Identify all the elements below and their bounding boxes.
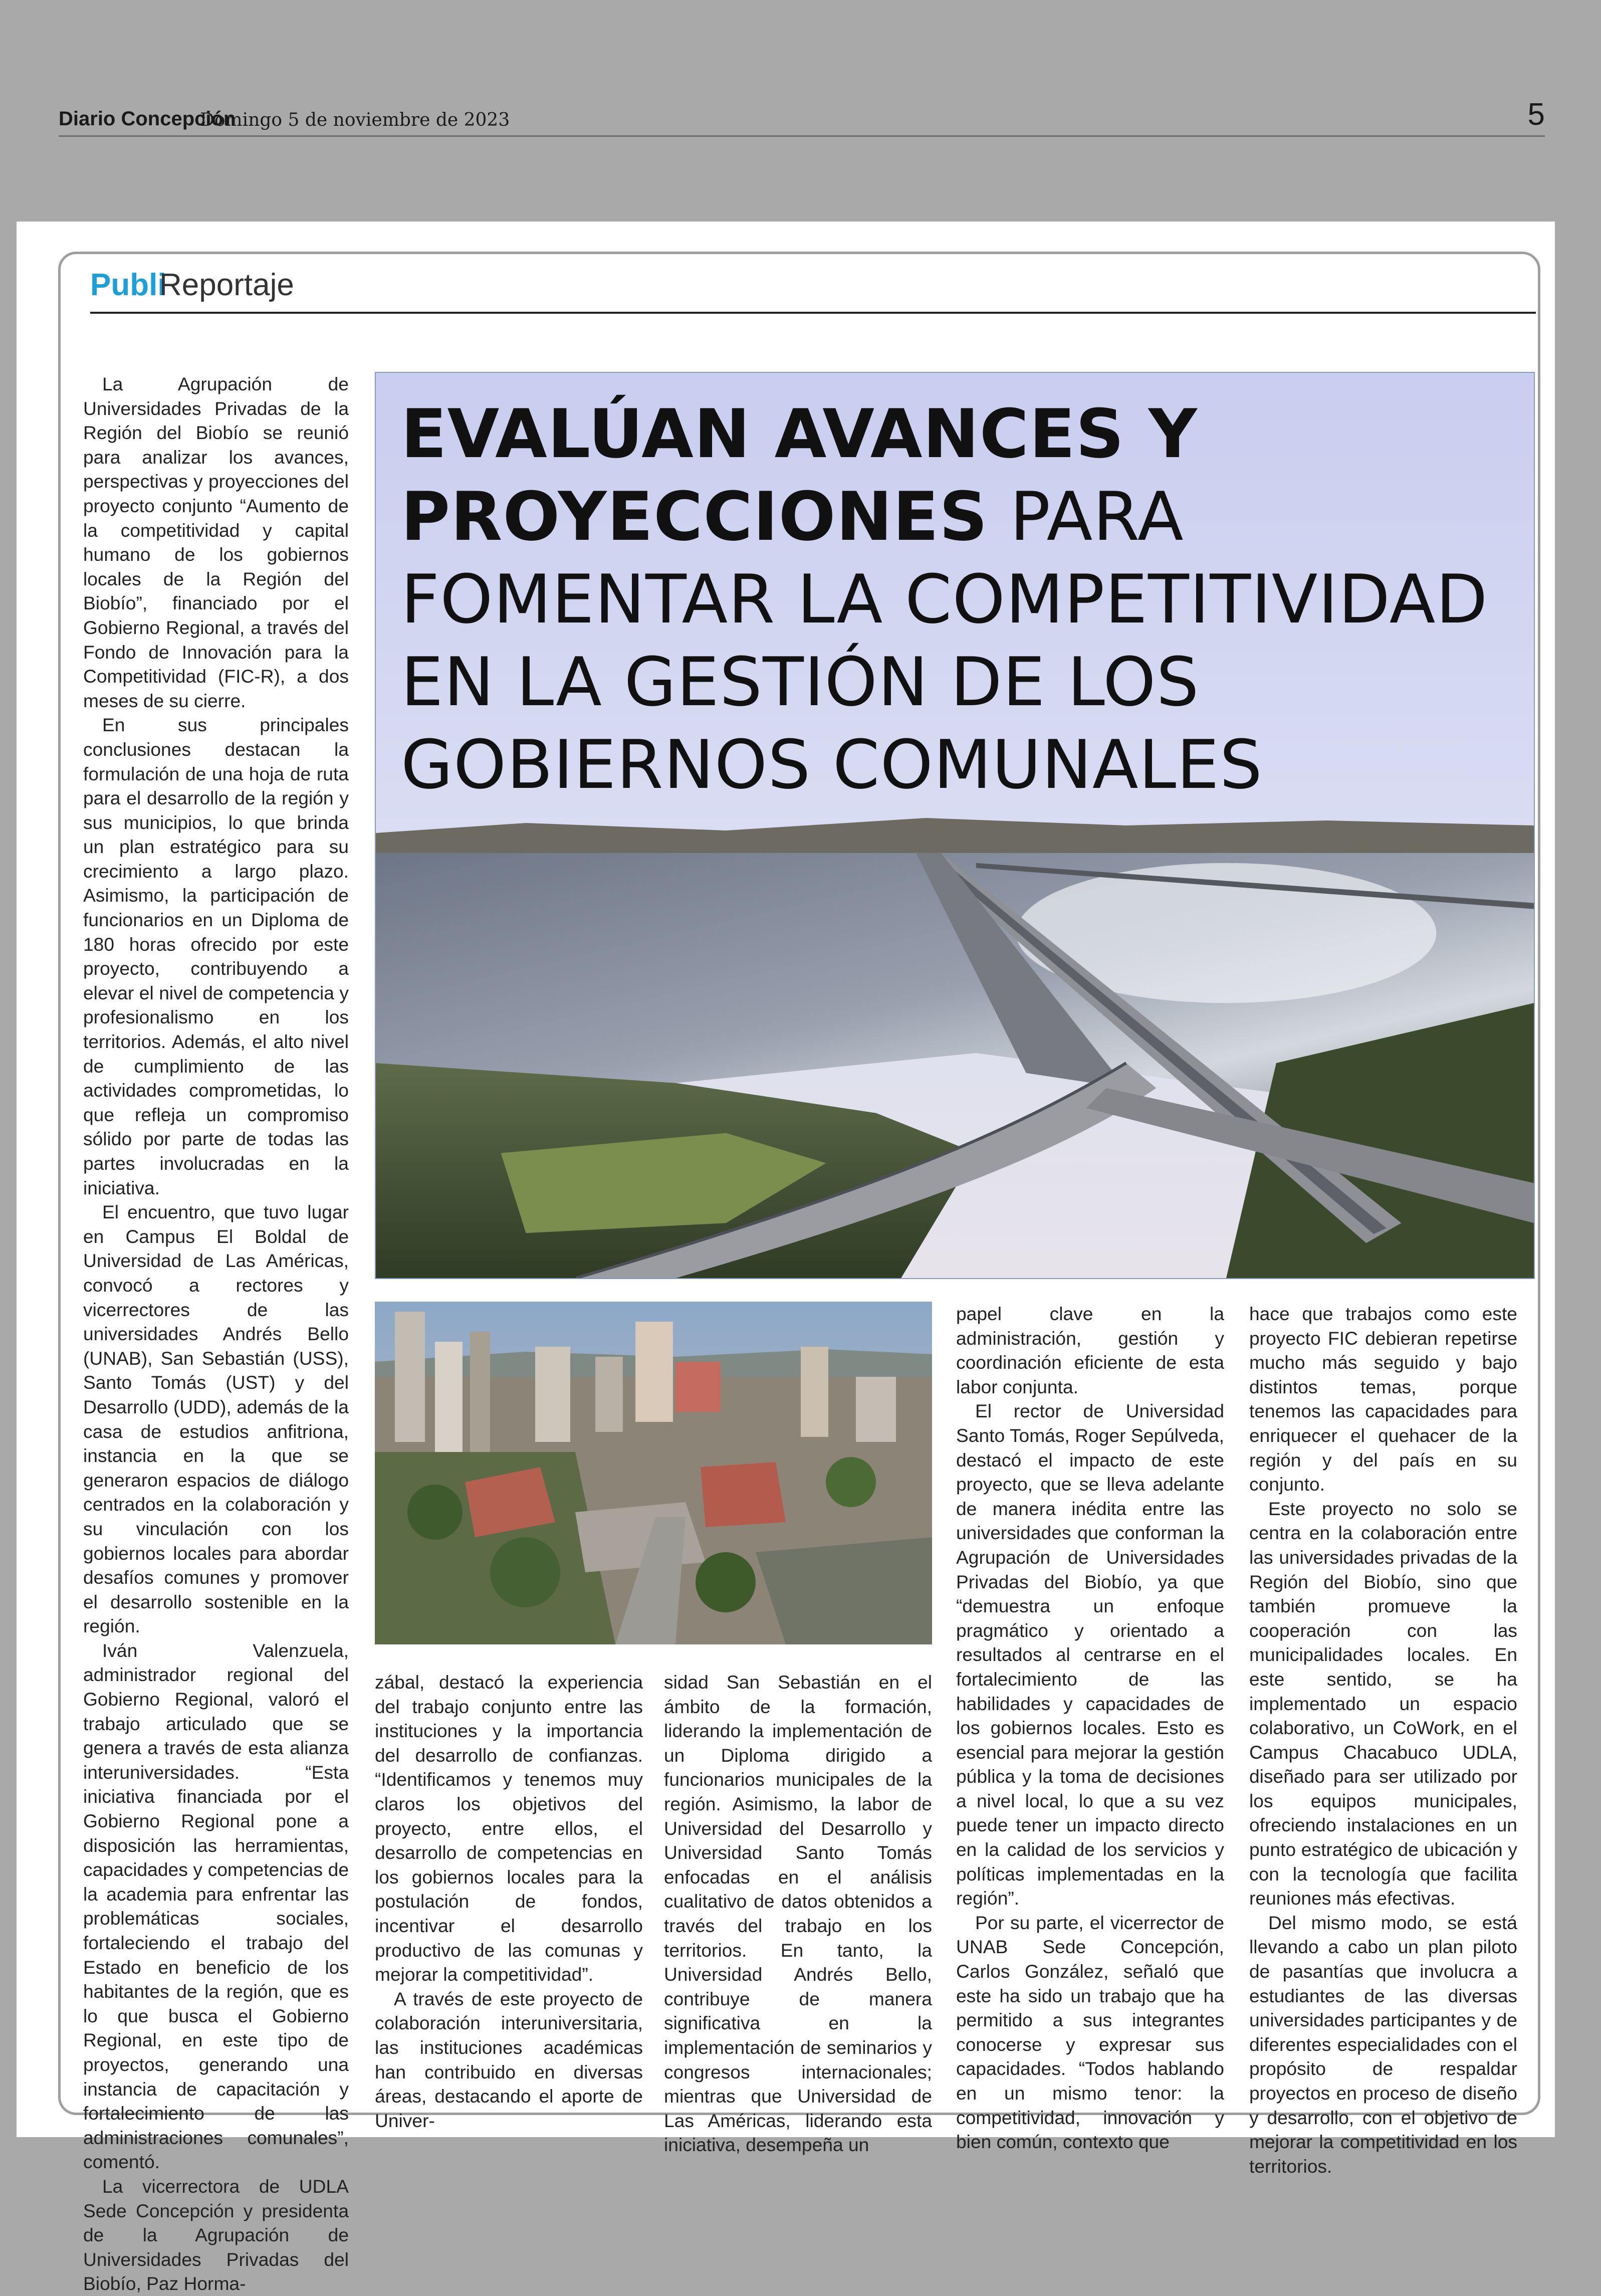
paragraph: sidad San Sebastián en el ámbito de la formación, liderando la implementación de un Diploma dirigido a funcionarios municipales de la región. Asimismo, la labor de Universidad del Desarrollo y Universidad Santo Tomás enfocadas en el análisis cualitativo de datos obtenidos a través del trabajo en los territorios. En tanto, la Universidad Andrés Bello, contribuye de manera significativa en la implementación de seminarios y congresos internacionales; mientras que Universidad de Las Américas, liderando esta iniciativa, desempeña un bbox=[664, 1672, 932, 2156]
article-column-1 bbox=[83, 372, 349, 2296]
headline-light: PARA FOMENTAR LA COMPETITIVIDAD EN LA GESTIÓN DE LOS GOBIERNOS COMUNALES bbox=[401, 478, 1488, 804]
hero-photo bbox=[375, 372, 1535, 1279]
paragraph: El rector de Universidad Santo Tomás, Roger Sepúlveda, destacó el impacto de este proyecto, que se lleva adelante de manera inédita entre las universidades que conforman la Agrupación de Universidades Privadas del Biobío, ya que “demuestra un enfoque pragmático y orientado a resultados al centrarse en el fortalecimiento de las habilidades y capacidades de los gobiernos locales. Esto es esencial para mejorar la gestión pública y la toma de decisiones a nivel local, lo que a su vez puede tener un impacto directo en la calidad de los servicios y políticas implementadas en la región”. bbox=[956, 1400, 1224, 1909]
newspaper-page bbox=[17, 222, 1555, 2294]
paragraph: El encuentro, que tuvo lugar en Campus El Boldal de Universidad de Las Américas, convocó a rectores y vicerrectores de las universidades Andrés Bello (UNAB), San Sebastián (USS), Santo Tomás (UST) y del Desarrollo (UDD), además de la casa de estudios anfitriona, instancia en la que se generaron espacios de diálogo centrados en la colaboración y su vinculación con los gobiernos locales para abordar desafíos comunes y promover el desarrollo sostenible en la región. bbox=[83, 1201, 349, 1637]
section-label bbox=[90, 262, 1536, 314]
headline-bold: EVALÚAN AVANCES Y PROYECCIONES bbox=[401, 395, 1198, 556]
paragraph: zábal, destacó la experiencia del trabajo conjunto entre las instituciones y la importancia del desarrollo de confianzas. “Identificamos y tenemos muy claros los objetivos del proyecto, entre ellos, el desarrollo de competencias en los gobiernos locales para la postulación de fondos, incentivar el desarrollo productivo de las comunas y mejorar la competitividad”. bbox=[375, 1672, 643, 1985]
paragraph: A través de este proyecto de colaboración interuniversitaria, las instituciones académicas han contribuido en diversas áreas, destacando el aporte de Univer- bbox=[375, 1988, 643, 2131]
article-column-4 bbox=[956, 1302, 1224, 2154]
article-column-3 bbox=[664, 1670, 932, 2157]
article-column-2 bbox=[375, 1670, 643, 2133]
paragraph: Este proyecto no solo se centra en la colaboración entre las universidades privadas de la Región del Biobío, sino que también promueve la cooperación con las municipalidades locales. En este sentido, se ha implementado un espacio colaborativo, un CoWork, en el Campus Chacabuco UDLA, diseñado para ser utilizado por los equipos municipales, ofreciendo instalaciones en un punto estratégico de ubicación y con la tecnología que facilita reuniones más efectivas. bbox=[1249, 1498, 1517, 1909]
section-label-suffix: Reportaje bbox=[159, 268, 294, 302]
section-label-prefix: Publi bbox=[90, 268, 166, 302]
newspaper-name: Diario Concepción bbox=[59, 108, 236, 130]
article-column-5 bbox=[1249, 1302, 1517, 2178]
secondary-photo bbox=[375, 1302, 932, 1644]
paragraph: Iván Valenzuela, administrador regional del Gobierno Regional, valoró el trabajo articulado que se genera a través de esta alianza interuniversidades. “Esta iniciativa financiada por el Gobierno Regional pone a disposición las herramientas, capacidades y competencias de la academia para enfrentar las problemáticas sociales, fortaleciendo el trabajo del Estado en beneficio de los habitantes de la región, que es lo que busca el Gobierno Regional, en este tipo de proyectos, generando una instancia de capacitación y fortalecimiento de las administraciones comunales”, comentó. bbox=[83, 1639, 349, 2173]
paragraph: La vicerrectora de UDLA Sede Concepción y presidenta de la Agrupación de Universidades Privadas del Biobío, Paz Horma- bbox=[83, 2175, 349, 2294]
paragraph: Del mismo modo, se está llevando a cabo un plan piloto de pasantías que involucra a estudiantes de las diversas universidades participantes y de diferentes especialidades con el propósito de respaldar proyectos en proceso de diseño y desarrollo, con el objetivo de mejorar la competitividad en los territorios. bbox=[1249, 1912, 1517, 2177]
paragraph: Por su parte, el vicerrector de UNAB Sede Concepción, Carlos González, señaló que este ha sido un trabajo que ha permitido a sus integrantes conocerse y expresar sus capacidades. “Todos hablando en un mismo tenor: la competitividad, innovación y bien común, contexto que bbox=[956, 1912, 1224, 2153]
paragraph: papel clave en la administración, gestión y coordinación eficiente de esta labor conjunta. bbox=[956, 1303, 1224, 1397]
city-aerial-photo bbox=[375, 1302, 932, 1644]
paragraph: hace que trabajos como este proyecto FIC debieran repetirse mucho más seguido y bajo distintos temas, porque tenemos las capacidades para enriquecer el quehacer de la región y del país en su conjunto. bbox=[1249, 1303, 1517, 1495]
issue-date: Domingo 5 de noviembre de 2023 bbox=[200, 110, 510, 130]
page-number: 5 bbox=[1527, 97, 1545, 132]
article-headline bbox=[401, 393, 1523, 806]
paragraph: La Agrupación de Universidades Privadas de la Región del Biobío se reunió para analizar los avances, perspectivas y proyecciones del proyecto conjunto “Aumento de la competitividad y capital humano de los gobiernos locales de la Región del Biobío”, financiado por el Gobierno Regional, a través del Fondo de Innovación para la Competitividad (FIC-R), a dos meses de su cierre. bbox=[83, 373, 349, 711]
paragraph: En sus principales conclusiones destacan la formulación de una hoja de ruta para el desarrollo de la región y sus municipios, lo que brinda un plan estratégico para su crecimiento a largo plazo. Asimismo, la participación de funcionarios en un Diploma de 180 horas ofrecido por este proyecto, contribuyendo a elevar el nivel de competencia y profesionalismo en los territorios. Además, el alto nivel de cumplimiento de las actividades comprometidas, lo que refleja un compromiso sólido por parte de todas las partes involucradas en la iniciativa. bbox=[83, 714, 349, 1198]
page-header bbox=[59, 95, 1545, 137]
